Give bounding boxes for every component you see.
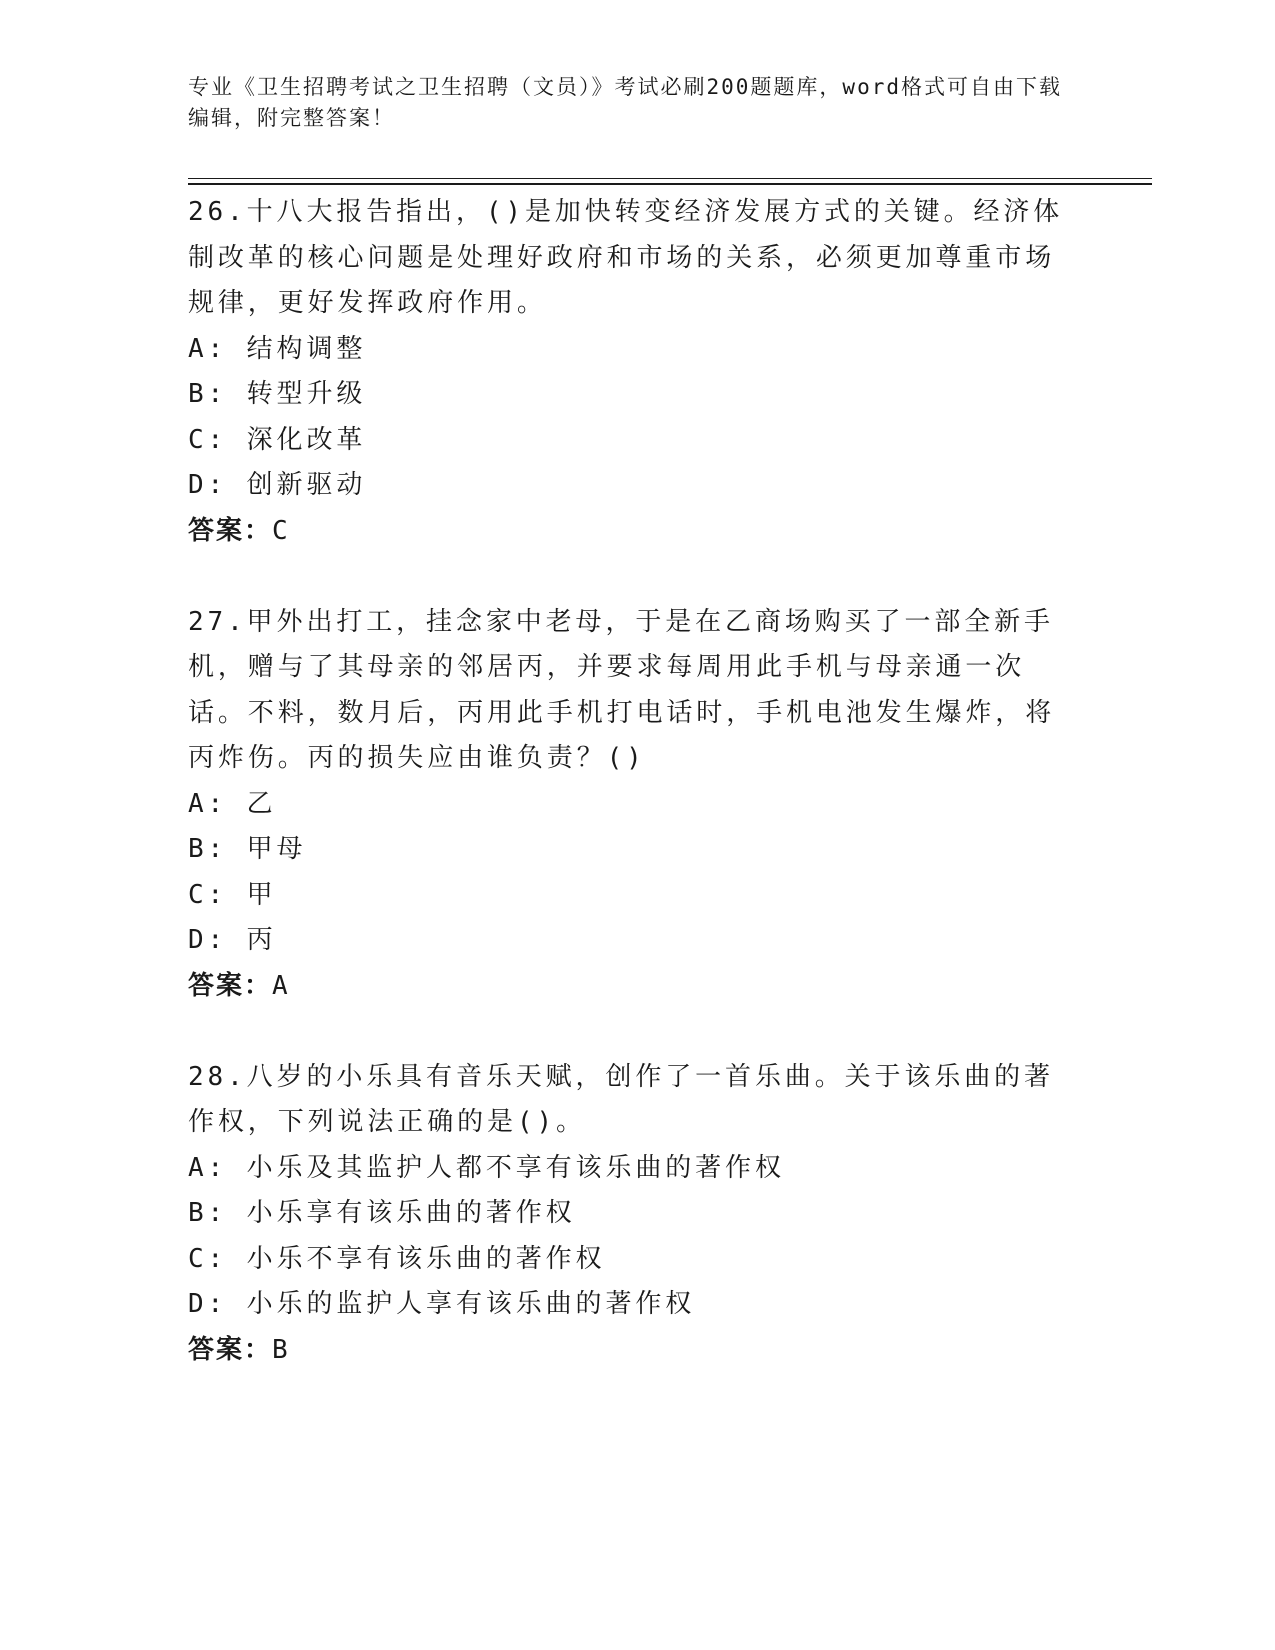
option-c: C: 甲 (188, 879, 277, 910)
option-a: A: 乙 (188, 788, 277, 819)
question-28 (188, 1055, 1088, 1374)
option-c: C: 深化改革 (188, 424, 367, 455)
answer-value: A (272, 970, 290, 1001)
answer-label: 答案： (188, 1334, 273, 1365)
document-header: 专业《卫生招聘考试之卫生招聘（文员）》考试必刷200题题库，word格式可自由下载编辑，附完整答案！ (188, 75, 1062, 130)
option-b: B: 甲母 (188, 834, 307, 864)
answer-line (188, 1328, 1088, 1374)
question-spacer (188, 554, 1088, 600)
question-text: 28.八岁的小乐具有音乐天赋，创作了一首乐曲。关于该乐曲的著作权，下列说法正确的是()。 (188, 1061, 1054, 1137)
question-26 (188, 190, 1088, 554)
option-d: D: 小乐的监护人享有该乐曲的著作权 (188, 1289, 696, 1319)
question-27 (188, 600, 1088, 1010)
option-c: C: 小乐不享有该乐曲的著作权 (188, 1243, 606, 1274)
answer-label: 答案： (188, 515, 273, 546)
question-text: 26.十八大报告指出，()是加快转变经济发展方式的关键。经济体制改革的核心问题是处理好政府和市场的关系，必须更加尊重市场规律，更好发挥政府作用。 (188, 197, 1064, 318)
option-b: B: 转型升级 (188, 379, 367, 409)
option-a: A: 小乐及其监护人都不享有该乐曲的著作权 (188, 1152, 785, 1183)
header-divider-thick (188, 183, 1152, 185)
option-a: A: 结构调整 (188, 333, 367, 364)
question-list (188, 190, 1088, 1373)
answer-line (188, 509, 1088, 555)
answer-label: 答案： (188, 970, 273, 1001)
question-spacer (188, 1009, 1088, 1055)
question-text: 27.甲外出打工，挂念家中老母，于是在乙商场购买了一部全新手机，赠与了其母亲的邻居丙，并要求每周用此手机与母亲通一次话。不料，数月后，丙用此手机打电话时，手机电池发生爆炸，将丙炸伤。丙的损失应由谁负责？() (188, 606, 1056, 773)
option-b: B: 小乐享有该乐曲的著作权 (188, 1198, 576, 1228)
option-d: D: 创新驱动 (188, 470, 367, 500)
answer-value: C (272, 515, 290, 546)
answer-line (188, 964, 1088, 1010)
option-d: D: 丙 (188, 925, 277, 955)
answer-value: B (272, 1334, 290, 1365)
header-divider-thin (188, 178, 1152, 179)
